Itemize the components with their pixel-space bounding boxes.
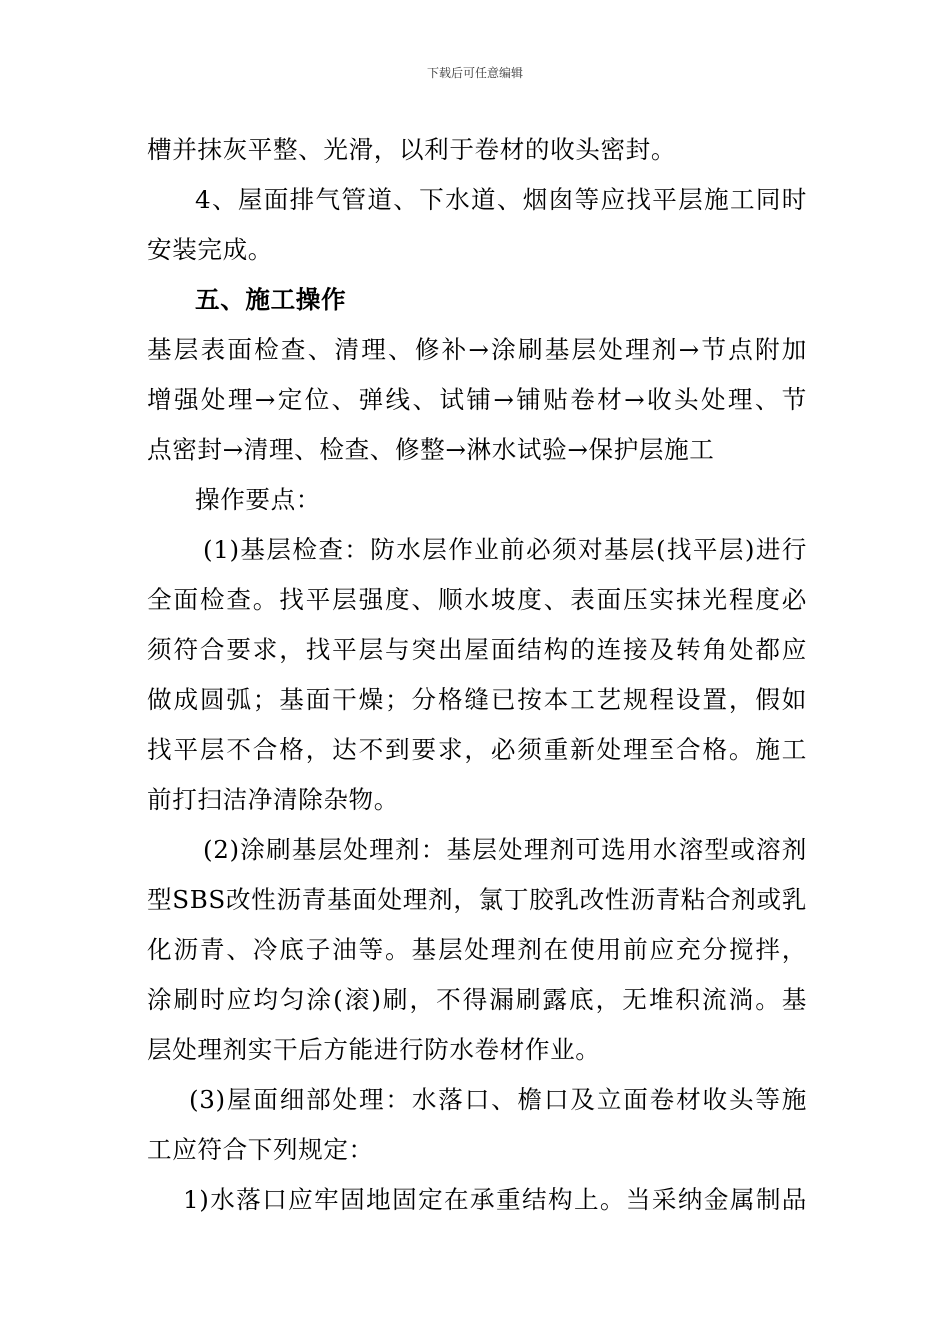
- text-line: 工应符合下列规定：: [147, 1135, 374, 1164]
- subheading: 操作要点：: [195, 485, 321, 514]
- text-line: 层处理剂实干后方能进行防水卷材作业。: [147, 1035, 601, 1064]
- text-line: 基层表面检查、清理、修补→涂刷基层处理剂→节点附加: [147, 335, 807, 364]
- text-line: 全面检查。找平层强度、顺水坡度、表面压实抹光程度必: [147, 585, 807, 614]
- text-line: (3)屋面细部处理：水落口、檐口及立面卷材收头等施: [189, 1085, 807, 1114]
- document-body: [147, 125, 807, 1225]
- text-line: 安装完成。: [147, 235, 273, 264]
- text-line: 槽并抹灰平整、光滑，以利于卷材的收头密封。: [147, 135, 677, 164]
- section-heading: 五、施工操作: [195, 285, 347, 314]
- text-line: 须符合要求，找平层与突出屋面结构的连接及转角处都应: [147, 635, 807, 664]
- text-line: 4、屋面排气管道、下水道、烟囱等应找平层施工同时: [195, 185, 807, 214]
- text-line: 型SBS改性沥青基面处理剂，氯丁胶乳改性沥青粘合剂或乳: [147, 885, 807, 914]
- text-line: (2)涂刷基层处理剂：基层处理剂可选用水溶型或溶剂: [203, 835, 807, 864]
- text-line: 做成圆弧；基面干燥；分格缝已按本工艺规程设置，假如: [147, 685, 807, 714]
- text-line: 找平层不合格，达不到要求，必须重新处理至合格。施工: [147, 735, 807, 764]
- text-line: 1)水落口应牢固地固定在承重结构上。当采纳金属制品: [183, 1185, 807, 1214]
- page-header: 下载后可任意编辑: [426, 66, 523, 80]
- text-line: (1)基层检查：防水层作业前必须对基层(找平层)进行: [203, 535, 807, 564]
- text-line: 化沥青、冷底子油等。基层处理剂在使用前应充分搅拌，: [147, 935, 807, 964]
- text-line: 涂刷时应均匀涂(滚)刷，不得漏刷露底，无堆积流淌。基: [147, 985, 807, 1014]
- text-line: 增强处理→定位、弹线、试铺→铺贴卷材→收头处理、节: [147, 385, 807, 414]
- text-line: 前打扫洁净清除杂物。: [147, 785, 399, 814]
- text-line: 点密封→清理、检查、修整→淋水试验→保护层施工: [147, 435, 715, 464]
